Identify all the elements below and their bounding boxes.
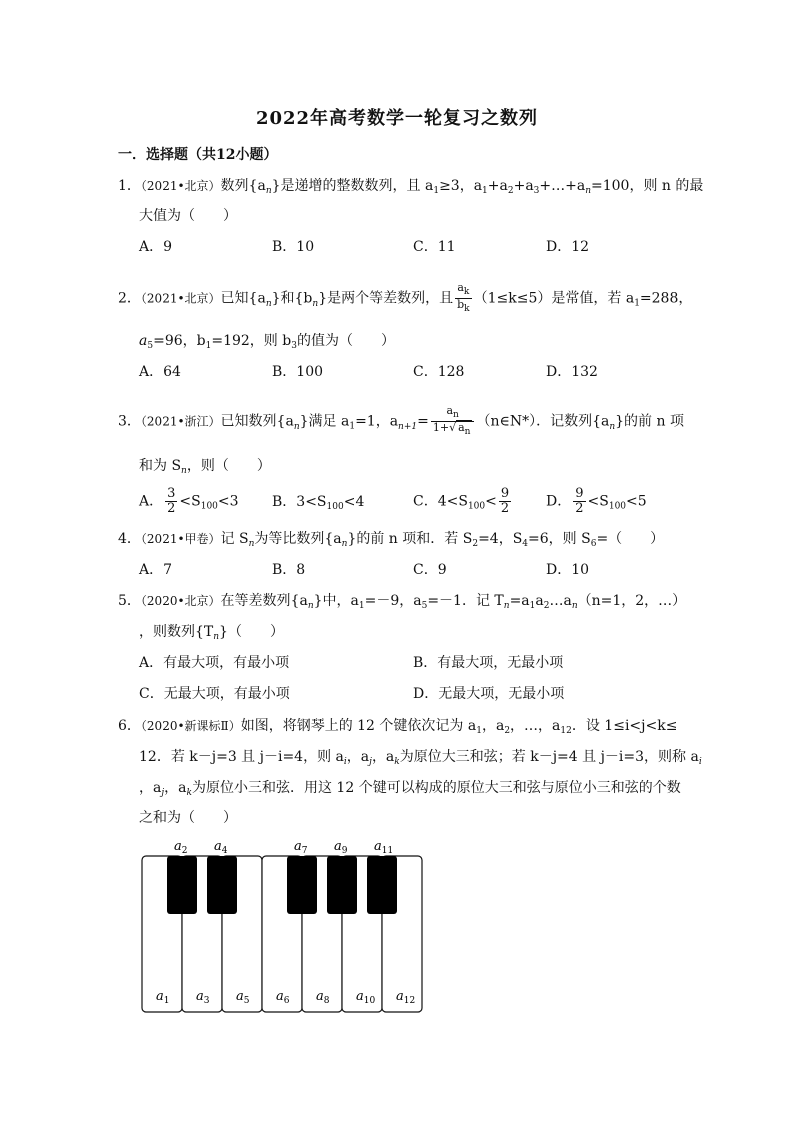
question-4-option-c[interactable]: C．9 xyxy=(413,562,447,578)
question-4-option-a[interactable]: A．7 xyxy=(139,562,173,578)
question-3-option-b[interactable]: B．$3<S_{100}<4$ xyxy=(272,494,365,512)
question-4-line-1: 4．（2021•甲卷）记 $S_n$为等比数列$\{a_n\}$的前 n 项和．若 $S_2=4$，$S_4=6$，则 $S_6=$（ ） xyxy=(118,531,665,549)
black-key xyxy=(167,856,197,914)
question-5-option-d[interactable]: D．无最大项，无最小项 xyxy=(413,686,565,702)
question-5-line-1: 5．（2020•北京）在等差数列$\{a_n\}$中，$a_1=-9$，$a_5=-1$．记 $T_n=a_1a_2\dots a_n(n=1$，2，…） xyxy=(118,593,687,611)
question-3-option-d[interactable]: D． $\frac{9}{2}$ $<S_{100}<5$ xyxy=(546,486,647,516)
piano-svg xyxy=(140,836,430,1016)
question-6-line-3: ，$a_j$，$a_k$为原位小三和弦．用这 12 个键可以构成的原位大三和弦与原位小三和弦的个数 xyxy=(139,780,681,798)
question-1-option-d[interactable]: D．12 xyxy=(546,239,590,255)
black-key-label: $a_2$ xyxy=(174,839,188,856)
page-title: 2022年高考数学一轮复习之数列 xyxy=(255,108,539,129)
white-key-label: $a_6$ xyxy=(276,989,290,1006)
white-key-label: $a_8$ xyxy=(316,989,330,1006)
question-3-line-2: 和为 $S_n$，则（ ） xyxy=(139,458,271,476)
question-2-option-a[interactable]: A．64 xyxy=(139,364,181,380)
question-5-option-c[interactable]: C．无最大项，有最小项 xyxy=(139,686,290,702)
question-5-option-a[interactable]: A．有最大项，有最小项 xyxy=(139,655,290,671)
question-4-option-d[interactable]: D．10 xyxy=(546,562,590,578)
question-1-line-1: 1．（2021•北京）数列$\{a_n\}$是递增的整数数列，且 $a_1\ge 3$，$a_1+a_2+a_3+\dots+a_n=100$，则 n 的最 xyxy=(118,178,704,196)
question-2-line-2: $a_5=96$，$b_1=192$，则 $b_3$的值为（ ） xyxy=(139,333,395,351)
black-key-label: $a_9$ xyxy=(334,839,348,856)
question-2-option-d[interactable]: D．132 xyxy=(546,364,598,380)
question-5-option-b[interactable]: B．有最大项，无最小项 xyxy=(413,655,564,671)
question-3-option-c[interactable]: C．$4<S_{100}<$ $\frac{9}{2}$ xyxy=(413,486,510,516)
ratio-fraction: $\frac{a_k}{b_k}$ xyxy=(457,281,470,314)
white-key-label: $a_1$ xyxy=(156,989,170,1006)
question-2-line-1: 2．（2021•北京）已知$\{a_n\}$和$\{b_n\}$是两个等差数列，且 $\frac{a_k}{b_k}$ （1≤k≤5）是常值，若 $a_1=288$， xyxy=(118,281,693,314)
question-1-option-a[interactable]: A．9 xyxy=(139,239,173,255)
question-1-option-c[interactable]: C．11 xyxy=(413,239,456,255)
question-5-line-2: ，则数列$\{T_n\}$（ ） xyxy=(139,624,284,642)
black-key xyxy=(287,856,317,914)
black-key-label: $a_7$ xyxy=(294,839,308,856)
white-key-label: $a_5$ xyxy=(236,989,250,1006)
white-key-label: $a_{12}$ xyxy=(396,989,416,1006)
question-1-option-b[interactable]: B．10 xyxy=(272,239,315,255)
section-heading: 一．选择题（共12小题） xyxy=(118,147,278,163)
question-6-line-4: 之和为（ ） xyxy=(139,810,237,826)
question-3-line-1: 3．（2021•浙江）已知数列$\{a_n\}$满足 $a_1=1$，$a_{n+1}=$ $\frac{a_n}{1+√ a_n}$ （n∈N*）．记数列$\{a_n\}$的前 n 项 xyxy=(118,404,684,437)
question-6-line-2: 12．若 k－j=3 且 j－i=4，则 $a_i$，$a_j$，$a_k$为原位大三和弦；若 k－j=4 且 j－i=3，则称 $a_i$ xyxy=(139,749,702,767)
white-key-label: $a_3$ xyxy=(196,989,210,1006)
question-4-option-b[interactable]: B．8 xyxy=(272,562,306,578)
black-key xyxy=(207,856,237,914)
piano-keyboard-figure xyxy=(140,836,430,1020)
recurrence-fraction: $\frac{a_n}{1+√ a_n}$ xyxy=(431,405,475,438)
black-key xyxy=(327,856,357,914)
question-1-line-2: 大值为（ ） xyxy=(139,208,237,224)
black-key-label: $a_{11}$ xyxy=(374,839,394,856)
question-2-option-c[interactable]: C．128 xyxy=(413,364,465,380)
black-key-label: $a_4$ xyxy=(214,839,228,856)
question-6-line-1: 6．（2020•新课标Ⅱ）如图，将钢琴上的 12 个键依次记为 $a_1$，$a_2$，…，$a_{12}$．设 1≤i<j<k≤ xyxy=(118,718,678,736)
black-key xyxy=(367,856,397,914)
white-key-label: $a_{10}$ xyxy=(356,989,376,1006)
question-2-option-b[interactable]: B．100 xyxy=(272,364,324,380)
question-3-option-a[interactable]: A． $\frac{3}{2}$ $<S_{100}<3$ xyxy=(139,486,239,516)
